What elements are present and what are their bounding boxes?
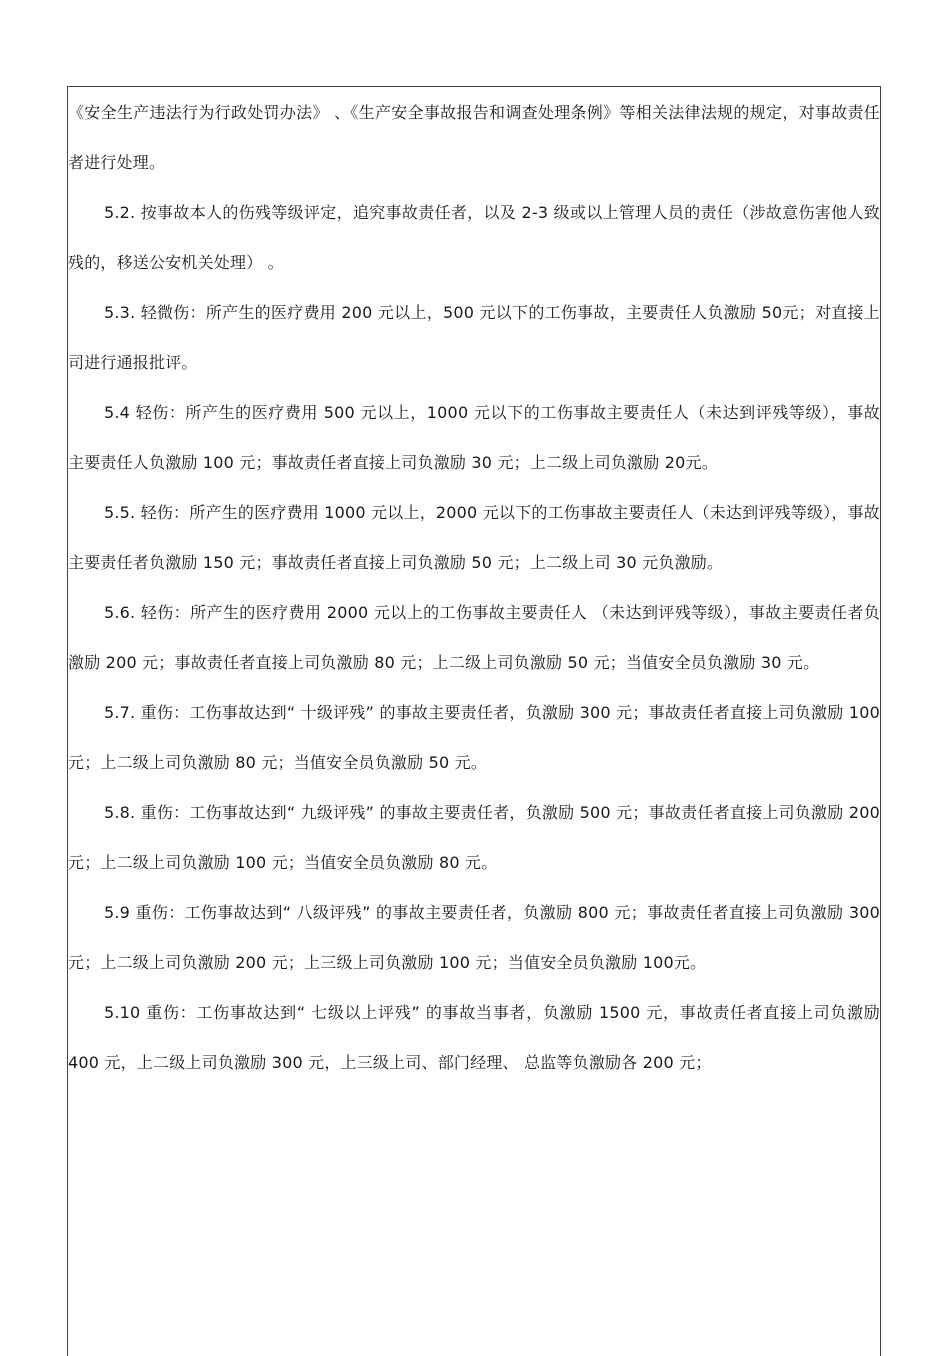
paragraph-5-7: 5.7. 重伤：工伤事故达到“ 十级评残” 的事故主要责任者，负激励 300 元；事故责任者直接上司负激励 100 元；上二级上司负激励 80 元；当值安全员负激励 50 元。 (68, 703, 880, 772)
paragraph-5-4: 5.4 轻伤：所产生的医疗费用 500 元以上，1000 元以下的工伤事故主要责任人（未达到评残等级），事故主要责任人负激励 100 元；事故责任者直接上司负激励 30 元；上二级上司负激励 20元。 (68, 403, 880, 472)
paragraph-5-9: 5.9 重伤：工伤事故达到“ 八级评残” 的事故主要责任者，负激励 800 元；事故责任者直接上司负激励 300 元；上二级上司负激励 200 元；上三级上司负激励 100 元；当值安全员负激励 100元。 (68, 903, 880, 972)
paragraph-legal-basis: 《安全生产违法行为行政处罚办法》 、《生产安全事故报告和调查处理条例》等相关法律法规的规定，对事故责任者进行处理。 (68, 103, 880, 172)
document-body (68, 88, 880, 1088)
paragraph-5-2: 5.2. 按事故本人的伤残等级评定，追究事故责任者，以及 2-3 级或以上管理人员的责任（涉故意伤害他人致残的，移送公安机关处理） 。 (68, 203, 880, 272)
paragraph-5-3: 5.3. 轻微伤：所产生的医疗费用 200 元以上，500 元以下的工伤事故，主要责任人负激励 50元；对直接上司进行通报批评。 (68, 303, 880, 372)
paragraph-5-5: 5.5. 轻伤：所产生的医疗费用 1000 元以上，2000 元以下的工伤事故主要责任人（未达到评残等级），事故主要责任者负激励 150 元；事故责任者直接上司负激励 50 元；上二级上司 30 元负激励。 (68, 503, 880, 572)
paragraph-5-6: 5.6. 轻伤：所产生的医疗费用 2000 元以上的工伤事故主要责任人 （未达到评残等级），事故主要责任者负激励 200 元；事故责任者直接上司负激励 80 元；上二级上司负激励 50 元；当值安全员负激励 30 元。 (68, 603, 880, 672)
paragraph-5-8: 5.8. 重伤：工伤事故达到“ 九级评残” 的事故主要责任者，负激励 500 元；事故责任者直接上司负激励 200 元；上二级上司负激励 100 元；当值安全员负激励 80 元。 (68, 803, 880, 872)
paragraph-5-10: 5.10 重伤：工伤事故达到“ 七级以上评残” 的事故当事者，负激励 1500 元，事故责任者直接上司负激励 400 元，上二级上司负激励 300 元，上三级上司、部门经理、 总监等负激励各 200 元； (68, 1003, 880, 1072)
